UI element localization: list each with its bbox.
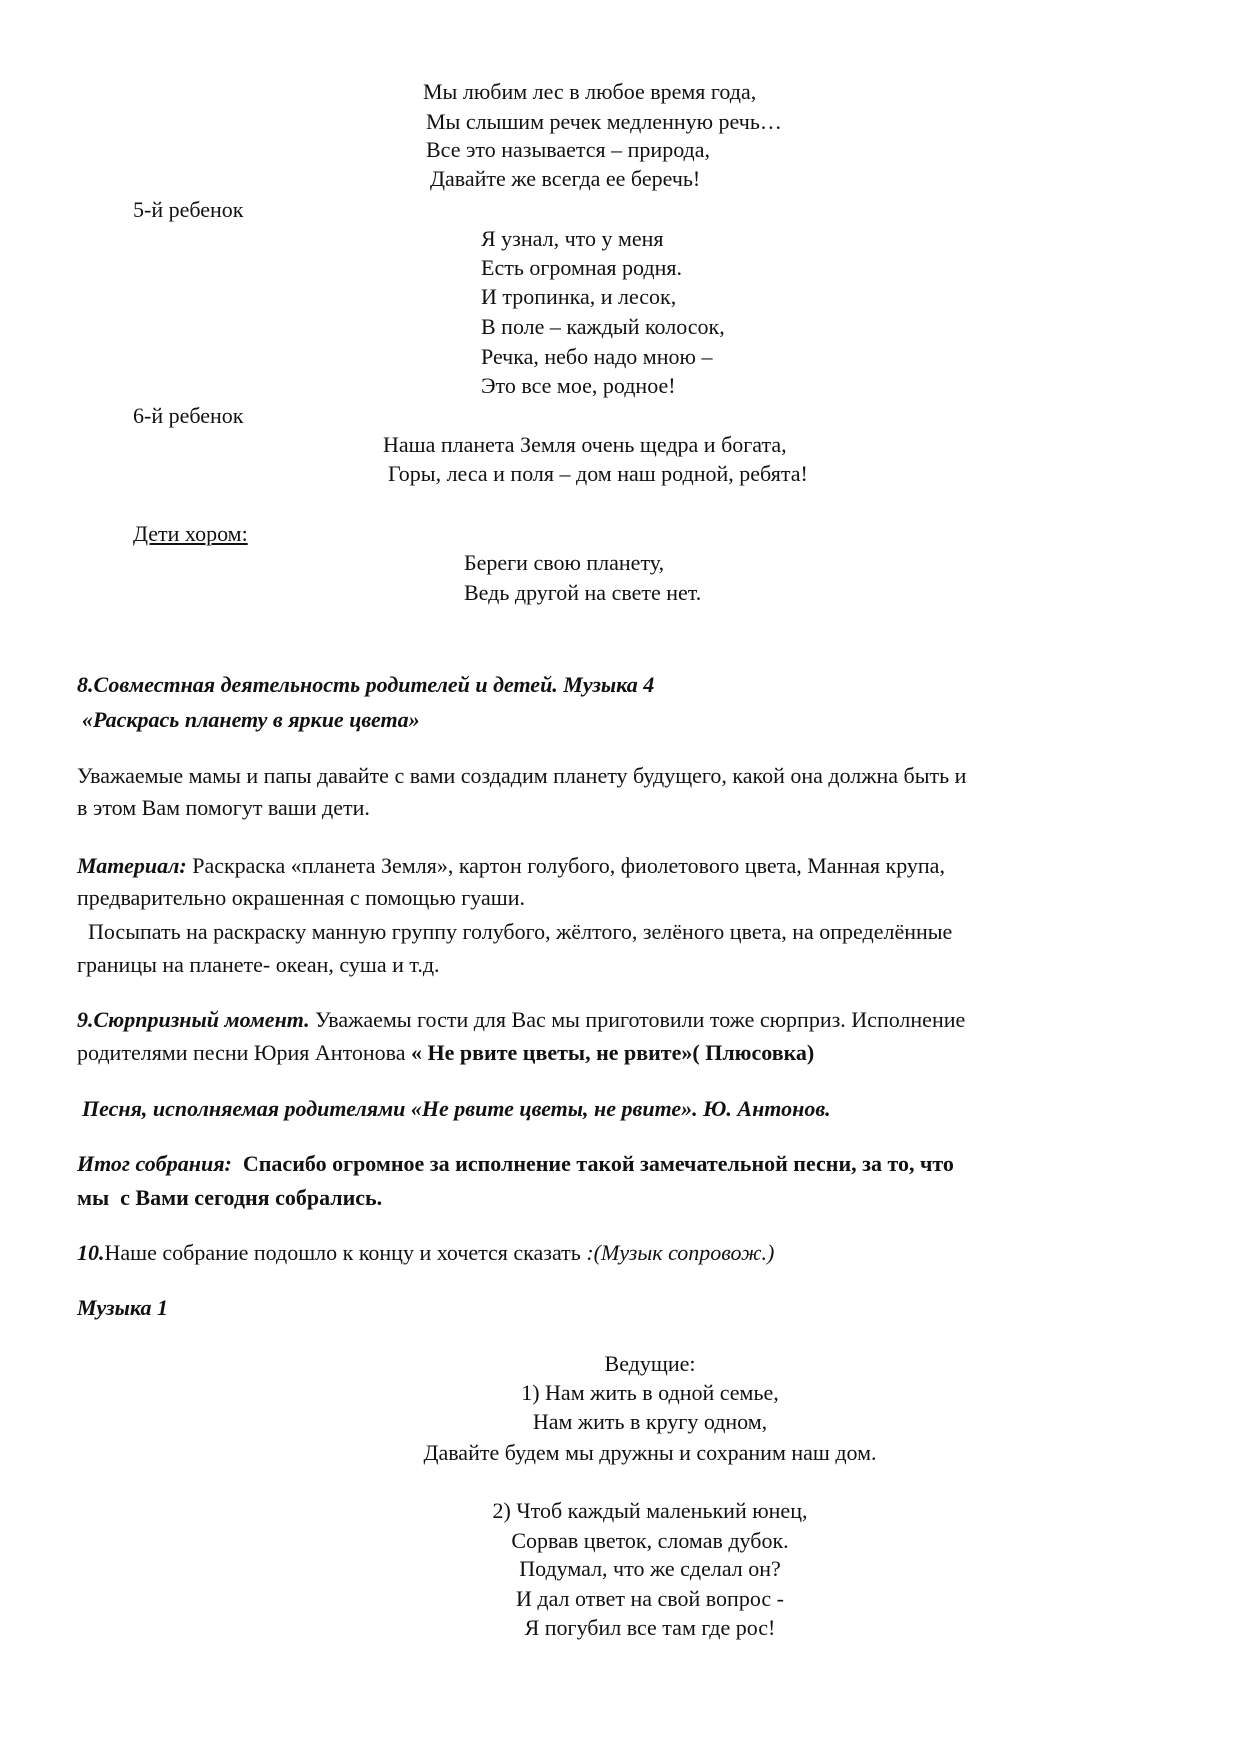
summary-label: Итог собрания:	[77, 1151, 232, 1176]
paragraph-line: в этом Вам помогут ваши дети.	[77, 795, 370, 820]
paragraph-line: предварительно окрашенная с помощью гуаши.	[77, 885, 525, 910]
verse-line: Береги свою планету,	[464, 550, 665, 575]
section-8-heading: 8.Совместная деятельность родителей и детей. Музыка 4	[77, 672, 655, 697]
paragraph-line: границы на планете- океан, суша и т.д.	[77, 952, 440, 977]
verse-line: 1) Нам жить в одной семье,	[521, 1380, 779, 1405]
verse-line: Все это называется – природа,	[426, 137, 711, 162]
verse-line: Я погубил все там где рос!	[524, 1615, 776, 1640]
section-10-text: Наше собрание подошло к концу и хочется сказать	[104, 1240, 587, 1265]
material-text: Раскраска «планета Земля», картон голубого, фиолетового цвета, Манная крупа,	[186, 853, 945, 878]
summary-line	[77, 1151, 954, 1177]
section-9-line-2	[77, 1040, 814, 1066]
paragraph-line: Уважаемые мамы и папы давайте с вами создадим планету будущего, какой она должна быть и	[77, 763, 967, 788]
verse-line: Речка, небо надо мною –	[481, 344, 713, 369]
verse-line: Нам жить в кругу одном,	[532, 1409, 768, 1434]
verse-line: И дал ответ на свой вопрос -	[516, 1586, 784, 1611]
section-9-line	[77, 1007, 965, 1033]
section-9-text: Уважаемы гости для Вас мы приготовили тоже сюрприз. Исполнение	[309, 1007, 966, 1032]
music-1-label: Музыка 1	[77, 1295, 168, 1320]
verse-line: Мы слышим речек медленную речь…	[426, 109, 782, 134]
section-10-note: :(Музык сопровож.)	[586, 1240, 775, 1265]
section-10-line	[77, 1240, 774, 1266]
verse-line: Есть огромная родня.	[481, 255, 682, 280]
verse-line: Мы любим лес в любое время года,	[423, 79, 757, 104]
material-label: Материал:	[77, 853, 187, 878]
verse-line: Давайте же всегда ее беречь!	[430, 166, 701, 191]
paragraph-line: Посыпать на раскраску манную группу голубого, жёлтого, зелёного цвета, на определённые	[77, 919, 953, 944]
verse-line: В поле – каждый колосок,	[481, 314, 725, 339]
verse-line: Ведь другой на свете нет.	[464, 580, 702, 605]
hosts-label: Ведущие:	[604, 1351, 696, 1376]
section-9-text-2: родителями песни Юрия Антонова	[77, 1040, 412, 1065]
section-10-number: 10.	[77, 1240, 105, 1265]
verse-line: И тропинка, и лесок,	[481, 284, 677, 309]
verse-line: Я узнал, что у меня	[481, 226, 664, 251]
summary-line-2: мы с Вами сегодня собрались.	[77, 1185, 383, 1210]
material-line	[77, 853, 945, 879]
speaker-label-chorus: Дети хором:	[133, 521, 248, 546]
verse-line: Это все мое, родное!	[481, 373, 676, 398]
verse-line: Подумал, что же сделал он?	[519, 1556, 781, 1581]
speaker-label-child-5: 5-й ребенок	[133, 197, 244, 222]
verse-line: Наша планета Земля очень щедра и богата,	[383, 432, 787, 457]
verse-line: Горы, леса и поля – дом наш родной, ребята!	[388, 461, 808, 486]
verse-line: Сорвав цветок, сломав дубок.	[511, 1528, 789, 1553]
verse-line: 2) Чтоб каждый маленький юнец,	[492, 1498, 808, 1523]
speaker-label-child-6: 6-й ребенок	[133, 403, 244, 428]
verse-line: Давайте будем мы дружны и сохраним наш дом.	[423, 1440, 877, 1465]
song-note: Песня, исполняемая родителями «Не рвите цветы, не рвите». Ю. Антонов.	[82, 1096, 831, 1121]
song-title: « Не рвите цветы, не рвите»( Плюсовка)	[411, 1040, 815, 1065]
summary-text: Спасибо огромное за исполнение такой замечательной песни, за то, что	[231, 1151, 954, 1176]
section-9-label: 9.Сюрпризный момент.	[77, 1007, 310, 1032]
section-8-subheading: «Раскрась планету в яркие цвета»	[82, 707, 420, 732]
